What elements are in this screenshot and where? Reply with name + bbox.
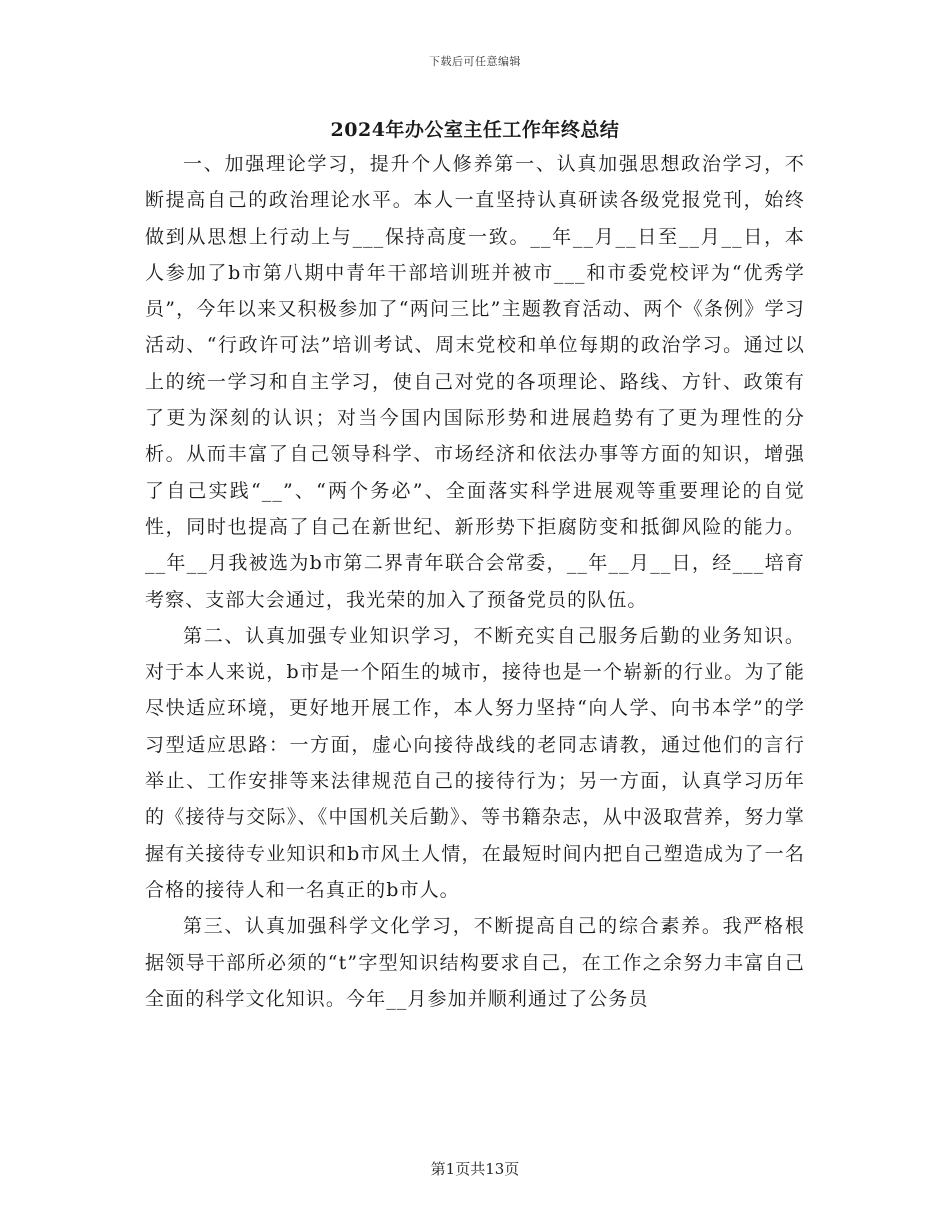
document-body [145, 146, 805, 1017]
page-header-note: 下载后可任意编辑 [429, 55, 521, 68]
paragraph-1: 一、加强理论学习，提升个人修养第一、认真加强思想政治学习，不断提高自己的政治理论水平。本人一直坚持认真研读各级党报党刊，始终做到从思想上行动上与___保持高度一致。__年__月__日至__月__日，本人参加了b市第八期中青年干部培训班并被市___和市委党校评为“优秀学员”，今年以来又积极参加了“两问三比”主题教育活动、两个《条例》学习活动、“行政许可法”培训考试、周末党校和单位每期的政治学习。通过以上的统一学习和自主学习，使自己对党的各项理论、路线、方针、政策有了更为深刻的认识；对当今国内国际形势和进展趋势有了更为理性的分析。从而丰富了自己领导科学、市场经济和依法办事等方面的知识，增强了自己实践“__”、“两个务必”、全面落实科学进展观等重要理论的自觉性，同时也提高了自己在新世纪、新形势下拒腐防变和抵御风险的能力。__年__月我被选为b市第二界青年联合会常委，__年__月__日，经___培育考察、支部大会通过，我光荣的加入了预备党员的队伍。 [145, 153, 805, 611]
paragraph-3: 第三、认真加强科学文化学习，不断提高自己的综合素养。我严格根据领导干部所必须的“t”字型知识结构要求自己，在工作之余努力丰富自己全面的科学文化知识。今年__月参加并顺利通过了公务员 [145, 915, 805, 1010]
document-title: 2024年办公室主任工作年终总结 [330, 119, 620, 141]
paragraph-2: 第二、认真加强专业知识学习，不断充实自己服务后勤的业务知识。对于本人来说，b市是一个陌生的城市，接待也是一个崭新的行业。为了能尽快适应环境，更好地开展工作，本人努力坚持“向人学、向书本学”的学习型适应思路：一方面，虚心向接待战线的老同志请教，通过他们的言行举止、工作安排等来法律规范自己的接待行为；另一方面，认真学习历年的《接待与交际》、《中国机关后勤》、等书籍杂志，从中汲取营养，努力掌握有关接待专业知识和b市风土人情，在最短时间内把自己塑造成为了一名合格的接待人和一名真正的b市人。 [145, 624, 805, 901]
page-number: 第1页共13页 [430, 1160, 520, 1178]
